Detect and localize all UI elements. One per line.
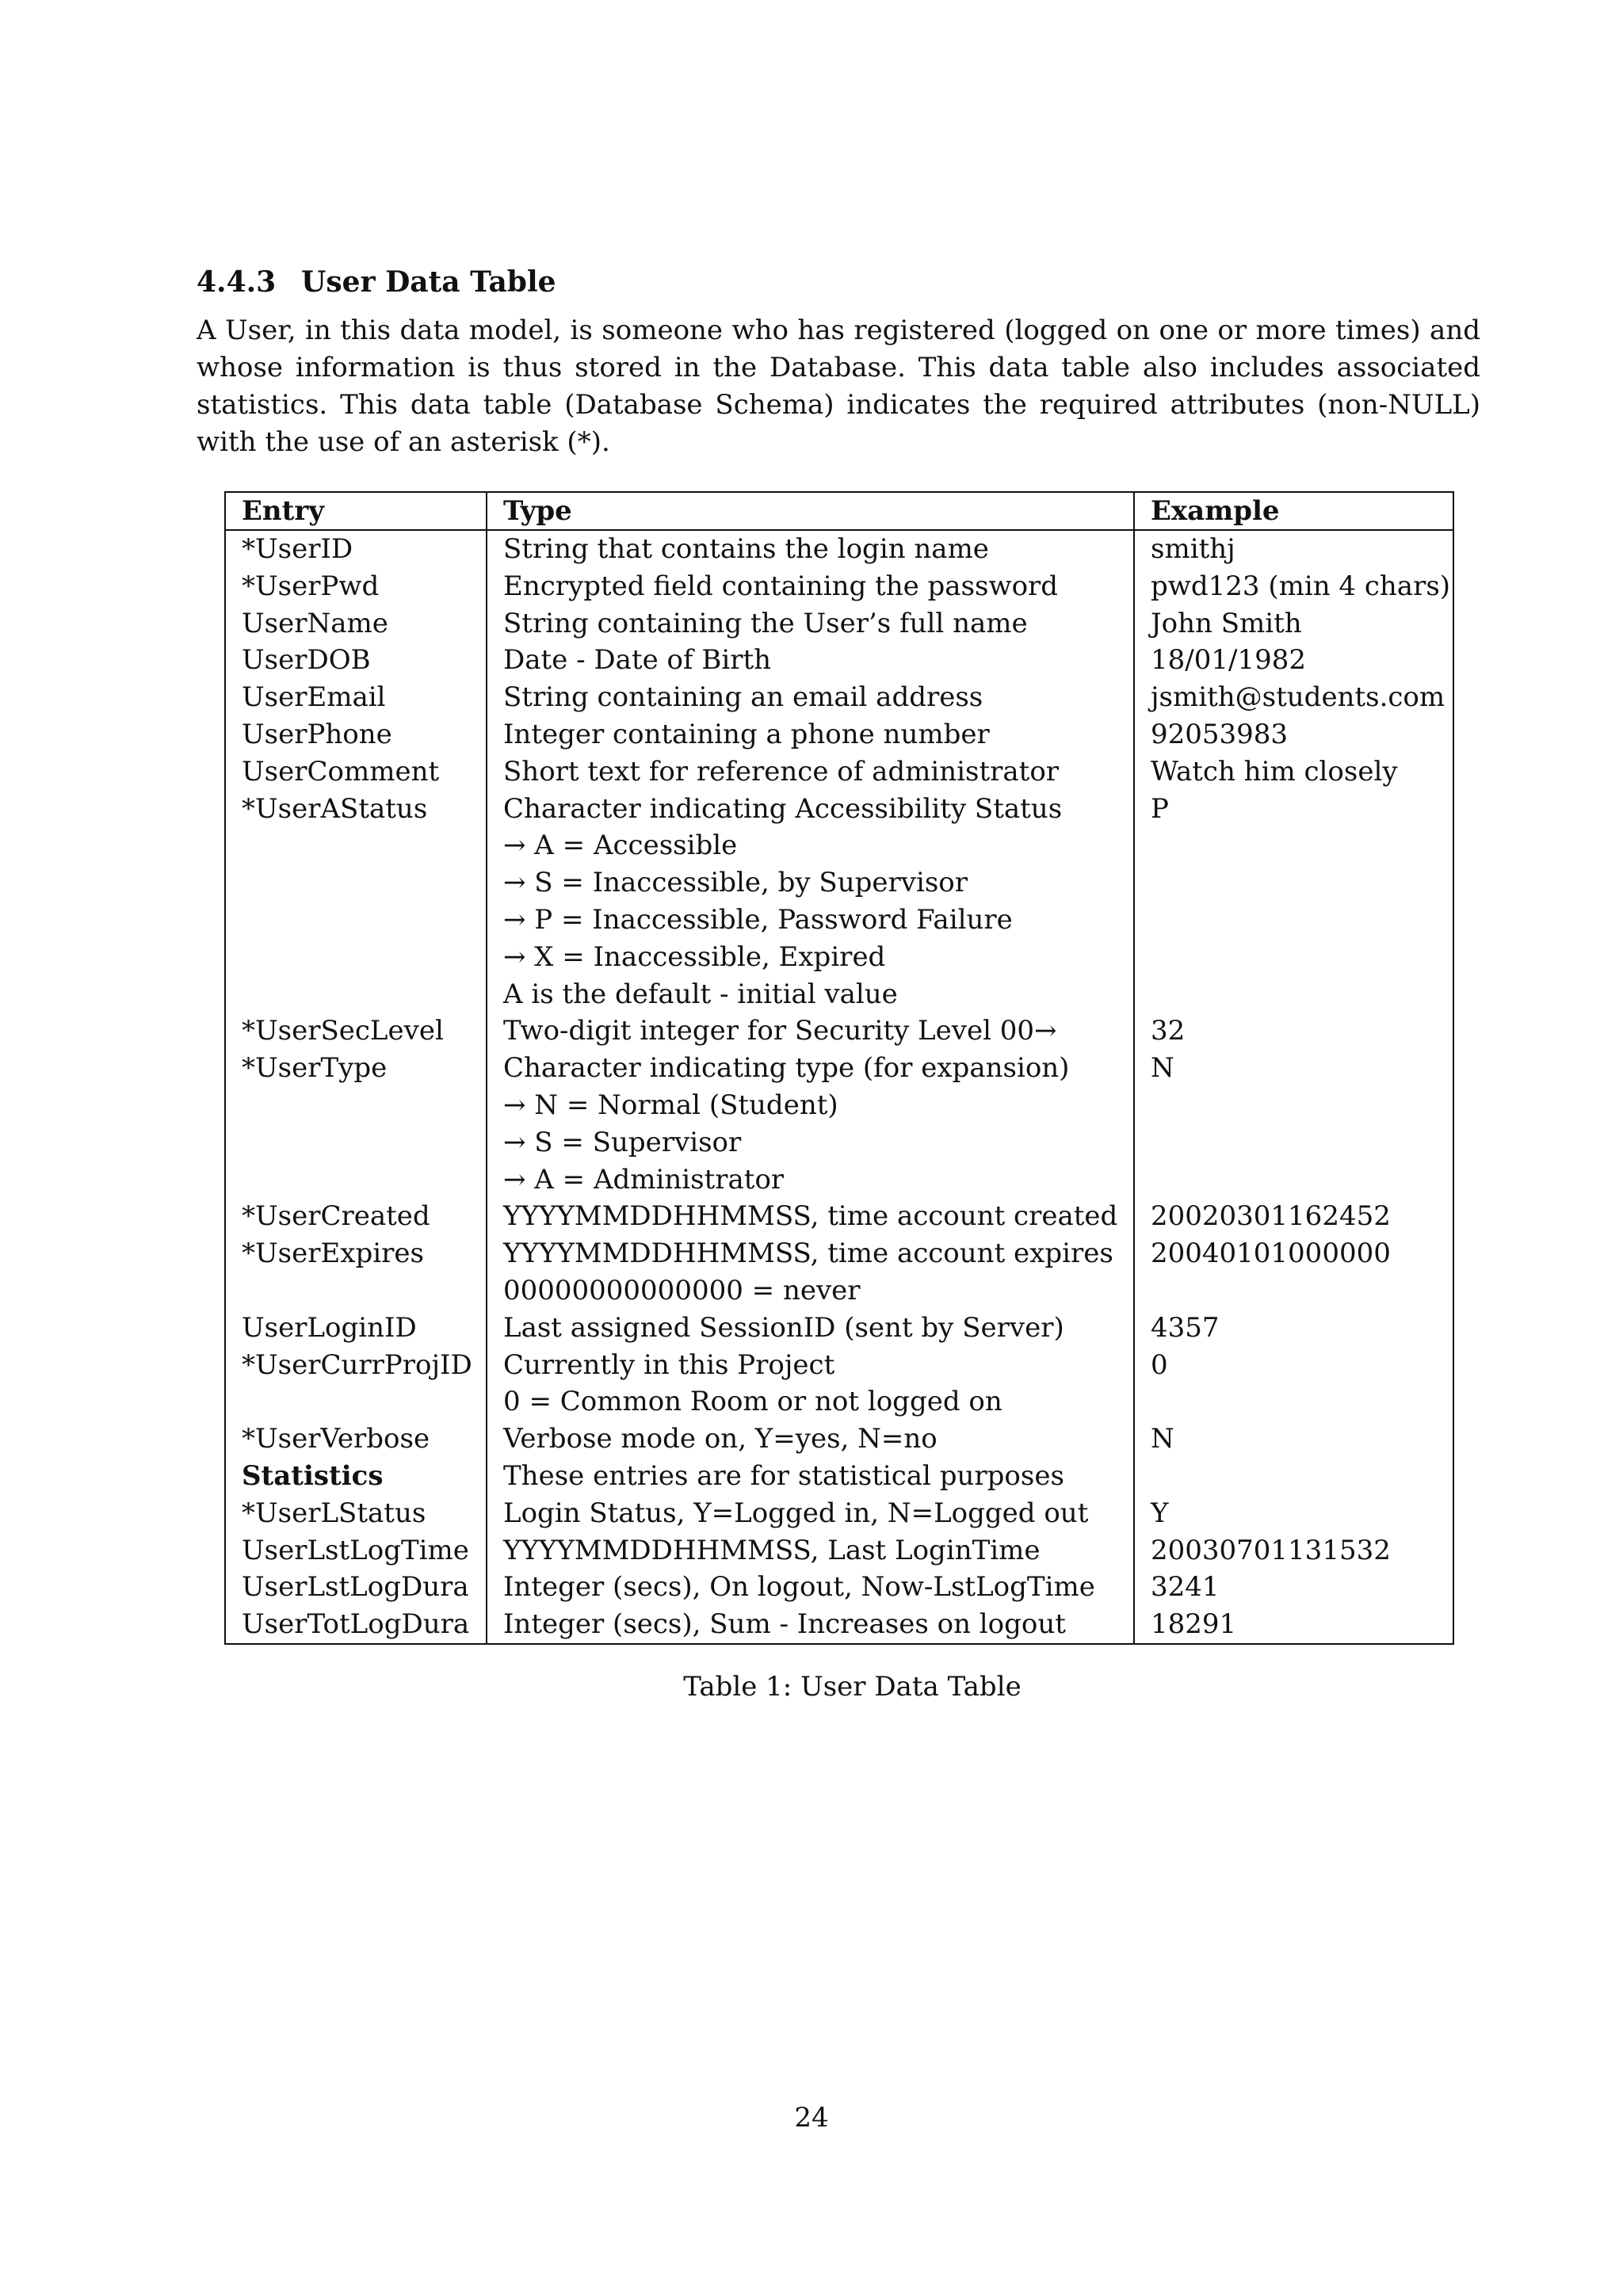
table-row (225, 1532, 1453, 1569)
table-row (225, 753, 1453, 791)
cell-entry: *UserVerbose (242, 1423, 430, 1455)
table-row (225, 1013, 1453, 1050)
cell-type: YYYYMMDDHHMMSS, time account created (487, 1198, 1134, 1235)
cell-entry: UserEmail (242, 681, 386, 714)
table-row (225, 1495, 1453, 1532)
table-row (225, 1235, 1453, 1272)
cell-entry: *UserExpires (242, 1238, 424, 1270)
table-row (225, 1458, 1453, 1495)
table-row (225, 1310, 1453, 1347)
cell-entry (225, 902, 487, 939)
table-row (225, 642, 1453, 679)
table-row (225, 605, 1453, 643)
cell-type: Integer (secs), On logout, Now-LstLogTime (487, 1569, 1134, 1606)
cell-example (1134, 1383, 1453, 1421)
cell-type: Integer containing a phone number (487, 716, 1134, 753)
table-row (225, 791, 1453, 828)
header-entry: Entry (225, 492, 487, 530)
table-row (225, 1124, 1453, 1161)
table-row (225, 1087, 1453, 1124)
cell-entry: UserTotLogDura (242, 1608, 470, 1641)
cell-example: 20020301162452 (1134, 1198, 1453, 1235)
cell-example (1134, 1124, 1453, 1161)
table-row (225, 1198, 1453, 1235)
table-row (225, 679, 1453, 716)
cell-entry: UserPhone (242, 718, 392, 750)
cell-example: smithj (1134, 530, 1453, 568)
cell-entry: *UserSecLevel (242, 1015, 444, 1047)
cell-entry (225, 1087, 487, 1124)
cell-entry (225, 1383, 487, 1421)
table-row (225, 864, 1453, 902)
cell-entry: UserName (242, 607, 388, 639)
cell-type: Short text for reference of administrator (487, 753, 1134, 791)
cell-example: N (1134, 1421, 1453, 1458)
cell-entry: UserLoginID (242, 1311, 417, 1344)
cell-type: Encrypted field containing the password (487, 568, 1134, 605)
table-caption: Table 1: User Data Table (683, 1670, 1022, 1703)
cell-entry: UserComment (242, 755, 440, 788)
table-row (225, 530, 1453, 568)
cell-example (1134, 1161, 1453, 1199)
cell-example: jsmith@students.com (1134, 679, 1453, 716)
cell-type: Currently in this Project (487, 1347, 1134, 1384)
table-row (225, 1050, 1453, 1087)
cell-entry (225, 1124, 487, 1161)
header-type: Type (487, 492, 1134, 530)
cell-type: YYYYMMDDHHMMSS, time account expires (487, 1235, 1134, 1272)
cell-type: String that contains the login name (487, 530, 1134, 568)
section-heading (197, 261, 1480, 303)
user-data-table (224, 491, 1454, 1645)
section-number: 4.4.3 (197, 265, 277, 299)
cell-entry (225, 976, 487, 1013)
cell-entry: UserLstLogDura (242, 1571, 469, 1604)
cell-type: Character indicating Accessibility Status (487, 791, 1134, 828)
table-container (224, 491, 1453, 1706)
table-row (225, 1272, 1453, 1310)
intro-paragraph: A User, in this data model, is someone who has registered (logged on one or more times) and whose information is thus stored in the Database. This data table also includes associated statistics. This data table (Database Schema) indicates the required attributes (non-NULL) with the use of an asterisk (*). (197, 315, 1480, 458)
cell-type: Integer (secs), Sum - Increases on logout (487, 1606, 1134, 1644)
cell-example: 20030701131532 (1134, 1532, 1453, 1569)
table-row (225, 1347, 1453, 1384)
cell-example: Y (1134, 1495, 1453, 1532)
cell-type: Verbose mode on, Y=yes, N=no (487, 1421, 1134, 1458)
cell-example: 32 (1134, 1013, 1453, 1050)
table-row (225, 1606, 1453, 1644)
cell-entry: *UserPwd (242, 570, 380, 602)
cell-example (1134, 864, 1453, 902)
cell-type: Two-digit integer for Security Level 00→ (487, 1013, 1134, 1050)
cell-entry (225, 1272, 487, 1310)
table-header-row (225, 492, 1453, 530)
cell-type: 0 = Common Room or not logged on (487, 1383, 1134, 1421)
cell-entry: *UserCreated (242, 1200, 430, 1233)
cell-entry: *UserID (242, 533, 353, 565)
cell-entry: UserDOB (242, 644, 371, 677)
cell-type: Character indicating type (for expansion) (487, 1050, 1134, 1087)
cell-type: → S = Supervisor (487, 1124, 1134, 1161)
cell-example: John Smith (1134, 605, 1453, 643)
cell-example (1134, 1272, 1453, 1310)
cell-entry (225, 939, 487, 976)
table-row (225, 1161, 1453, 1199)
cell-type: → N = Normal (Student) (487, 1087, 1134, 1124)
section-title: User Data Table (301, 265, 556, 299)
cell-type: → P = Inaccessible, Password Failure (487, 902, 1134, 939)
table-row (225, 939, 1453, 976)
cell-type: → A = Accessible (487, 827, 1134, 864)
cell-type: Last assigned SessionID (sent by Server) (487, 1310, 1134, 1347)
cell-type: → X = Inaccessible, Expired (487, 939, 1134, 976)
table-row (225, 976, 1453, 1013)
table-row (225, 1421, 1453, 1458)
cell-entry (225, 864, 487, 902)
cell-type: YYYYMMDDHHMMSS, Last LoginTime (487, 1532, 1134, 1569)
cell-type: String containing an email address (487, 679, 1134, 716)
cell-example: 0 (1134, 1347, 1453, 1384)
table-row (225, 1383, 1453, 1421)
cell-example: pwd123 (min 4 chars) (1134, 568, 1453, 605)
cell-example (1134, 902, 1453, 939)
cell-type: String containing the User’s full name (487, 605, 1134, 643)
cell-example: N (1134, 1050, 1453, 1087)
cell-type: These entries are for statistical purposes (487, 1458, 1134, 1495)
cell-example: P (1134, 791, 1453, 828)
cell-entry: UserLstLogTime (242, 1534, 469, 1566)
table-row (225, 568, 1453, 605)
cell-type: → A = Administrator (487, 1161, 1134, 1199)
cell-example (1134, 827, 1453, 864)
cell-entry: *UserType (242, 1052, 388, 1085)
cell-example: Watch him closely (1134, 753, 1453, 791)
cell-example (1134, 1087, 1453, 1124)
document-page (197, 261, 1480, 1706)
cell-entry: *UserLStatus (242, 1497, 426, 1529)
cell-example: 18/01/1982 (1134, 642, 1453, 679)
cell-example: 18291 (1134, 1606, 1453, 1644)
header-example: Example (1134, 492, 1453, 530)
cell-type: → S = Inaccessible, by Supervisor (487, 864, 1134, 902)
table-row (225, 827, 1453, 864)
page-number: 24 (794, 2102, 829, 2134)
cell-type: Date - Date of Birth (487, 642, 1134, 679)
cell-example: 92053983 (1134, 716, 1453, 753)
table-row (225, 902, 1453, 939)
cell-example: 4357 (1134, 1310, 1453, 1347)
table-body (225, 530, 1453, 1644)
table-row (225, 716, 1453, 753)
table-row (225, 1569, 1453, 1606)
cell-example (1134, 1458, 1453, 1495)
cell-example: 3241 (1134, 1569, 1453, 1606)
cell-example (1134, 939, 1453, 976)
cell-example: 20040101000000 (1134, 1235, 1453, 1272)
cell-type: Login Status, Y=Logged in, N=Logged out (487, 1495, 1134, 1532)
cell-entry: *UserAStatus (242, 792, 428, 825)
cell-entry (225, 827, 487, 864)
cell-entry: *UserCurrProjID (242, 1348, 472, 1381)
cell-type: 00000000000000 = never (487, 1272, 1134, 1310)
cell-entry (225, 1161, 487, 1199)
cell-type: A is the default - initial value (487, 976, 1134, 1013)
cell-example (1134, 976, 1453, 1013)
cell-entry: Statistics (242, 1459, 384, 1492)
